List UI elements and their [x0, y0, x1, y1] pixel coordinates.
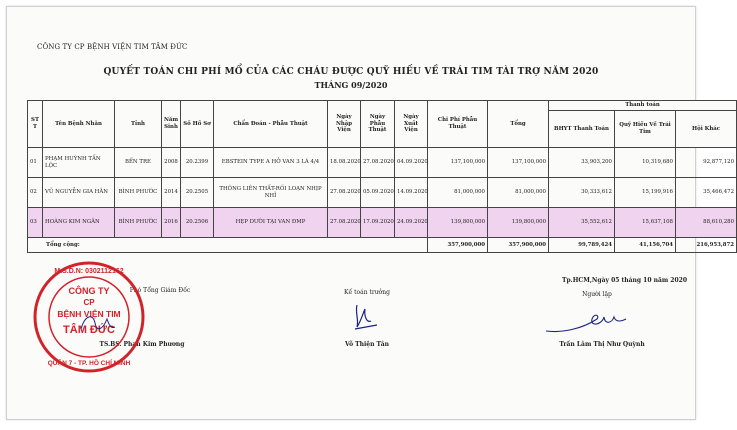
cell-discharge-date: 24.09.2020	[395, 208, 428, 238]
document-page	[6, 6, 735, 420]
cell-province: BÌNH PHƯỚC	[115, 208, 162, 238]
cell-birth-year: 2008	[162, 148, 181, 178]
signature-left-scribble-icon	[77, 309, 117, 339]
header-fund: Quỹ Hiếu Về Trái Tim	[615, 111, 676, 148]
table-row	[28, 178, 737, 208]
cell-surgery-cost: 81,000,000	[428, 178, 488, 208]
header-admit-date: Ngày Nhập Viện	[328, 101, 361, 148]
cell-bhyt: 35,552,612	[549, 208, 615, 238]
signature-middle-name: Võ Thiện Tân	[344, 341, 389, 348]
signature-left-role: Phó Tổng Giám Đốc	[129, 287, 191, 294]
cell-fund: 15,637,108	[615, 208, 676, 238]
cell-fund: 10,319,680	[615, 148, 676, 178]
cell-stt: 03	[28, 208, 43, 238]
cell-name: VŨ NGUYỄN GIA HÂN	[43, 178, 115, 208]
cell-discharge-date: 14.09.2020	[395, 178, 428, 208]
total-fund: 41,156,704	[615, 238, 676, 253]
total-total: 357,900,000	[488, 238, 549, 253]
cell-surgery-date: 27.08.2020	[361, 148, 395, 178]
cell-surgery-date: 05.09.2020	[361, 178, 395, 208]
signature-right	[567, 291, 627, 298]
signature-right-name-wrap	[547, 341, 657, 348]
table-row	[28, 208, 737, 238]
header-payment: Thanh toán	[549, 101, 737, 111]
cell-stt: 01	[28, 148, 43, 178]
cell-other: 35,466,472	[676, 178, 737, 208]
header-discharge-date: Ngày Xuất Viện	[395, 101, 428, 148]
header-name: Tên Bệnh Nhân	[43, 101, 115, 148]
cell-discharge-date: 04.09.2020	[395, 148, 428, 178]
cell-stt: 02	[28, 178, 43, 208]
signature-right-scribble-icon	[542, 307, 632, 337]
total-surgery-cost: 357,900,000	[428, 238, 488, 253]
document-title: QUYẾT TOÁN CHI PHÍ MỔ CỦA CÁC CHÁU ĐƯỢC QUỸ HIẾU VỀ TRÁI TIM TÀI TRỢ NĂM 2020	[103, 67, 599, 77]
cell-birth-year: 2014	[162, 178, 181, 208]
svg-text:BỆNH VIỆN TIM: BỆNH VIỆN TIM	[57, 309, 121, 319]
cell-name: HOÀNG KIM NGÂN	[43, 208, 115, 238]
cell-total: 81,000,000	[488, 178, 549, 208]
svg-text:CP: CP	[83, 298, 95, 307]
totals-label: Tổng cộng:	[28, 238, 428, 253]
cell-surgery-date: 17.09.2020	[361, 208, 395, 238]
signature-middle-name-wrap	[327, 341, 407, 348]
cell-bhyt: 30,333,612	[549, 178, 615, 208]
cell-total: 137,100,000	[488, 148, 549, 178]
cell-other: 92,877,120	[676, 148, 737, 178]
cell-surgery-cost: 139,800,000	[428, 208, 488, 238]
document-subtitle: THÁNG 09/2020	[314, 80, 388, 90]
table-row	[28, 148, 737, 178]
cell-diagnosis: EBSTEIN TYPE A HỞ VAN 3 LÁ 4/4	[214, 148, 328, 178]
header-total: Tổng	[488, 101, 549, 148]
cell-fund: 15,199,916	[615, 178, 676, 208]
cell-total: 139,800,000	[488, 208, 549, 238]
cell-file-no: 20.2505	[181, 178, 214, 208]
cell-admit-date: 27.08.2020	[328, 178, 361, 208]
svg-text:TÂM ĐỨC: TÂM ĐỨC	[63, 324, 115, 336]
signature-middle-role: Kế toán trưởng	[344, 289, 390, 296]
date-line: Tp.HCM,Ngày 05 tháng 10 năm 2020	[562, 277, 687, 284]
settlement-table	[27, 100, 737, 253]
company-name: CÔNG TY CP BỆNH VIỆN TIM TÂM ĐỨC	[37, 43, 188, 51]
svg-text:QUẬN 7 - TP. HỒ CHÍ MINH: QUẬN 7 - TP. HỒ CHÍ MINH	[47, 360, 131, 367]
cell-province: BÌNH PHƯỚC	[115, 178, 162, 208]
header-file-no: Số Hồ Sơ	[181, 101, 214, 148]
cell-birth-year: 2016	[162, 208, 181, 238]
header-province: Tỉnh	[115, 101, 162, 148]
header-other: Hội Khác	[676, 111, 737, 148]
signature-middle	[327, 289, 407, 296]
cell-diagnosis: THÔNG LIÊN THẤT-RỐI LOẠN NHỊP NHĨ	[214, 178, 328, 208]
header-stt: ST T	[28, 101, 43, 148]
svg-text:M.S.D.N: 0302112162: M.S.D.N: 0302112162	[54, 268, 124, 275]
signature-right-name: Trần Lâm Thị Như Quỳnh	[559, 341, 645, 348]
cell-province: BẾN TRE	[115, 148, 162, 178]
header-surgery-date: Ngày Phẫu Thuật	[361, 101, 395, 148]
header-birth-year: Năm Sinh	[162, 101, 181, 148]
cell-other: 88,610,280	[676, 208, 737, 238]
svg-text:CÔNG TY: CÔNG TY	[68, 286, 110, 296]
signature-right-role: Người lập	[582, 291, 612, 298]
totals-row	[28, 238, 737, 253]
header-diagnosis: Chẩn Đoán - Phẫu Thuật	[214, 101, 328, 148]
cell-bhyt: 33,903,200	[549, 148, 615, 178]
cell-diagnosis: HẸP DƯỚI TẠI VAN ĐMP	[214, 208, 328, 238]
cell-admit-date: 27.08.2020	[328, 208, 361, 238]
cell-name: PHẠM HUỲNH TẤN LỘC	[43, 148, 115, 178]
cell-file-no: 20.2506	[181, 208, 214, 238]
header-surgery-cost: Chi Phí Phẫu Thuật	[428, 101, 488, 148]
total-bhyt: 99,789,424	[549, 238, 615, 253]
cell-file-no: 20.2399	[181, 148, 214, 178]
cell-admit-date: 18.08.2020	[328, 148, 361, 178]
header-bhyt: BHYT Thanh Toán	[549, 111, 615, 148]
total-other: 216,953,872	[676, 238, 737, 253]
signature-middle-scribble-icon	[351, 301, 381, 333]
cell-surgery-cost: 137,100,000	[428, 148, 488, 178]
signature-left-name: TS.BS. Phan Kim Phương	[99, 341, 185, 348]
